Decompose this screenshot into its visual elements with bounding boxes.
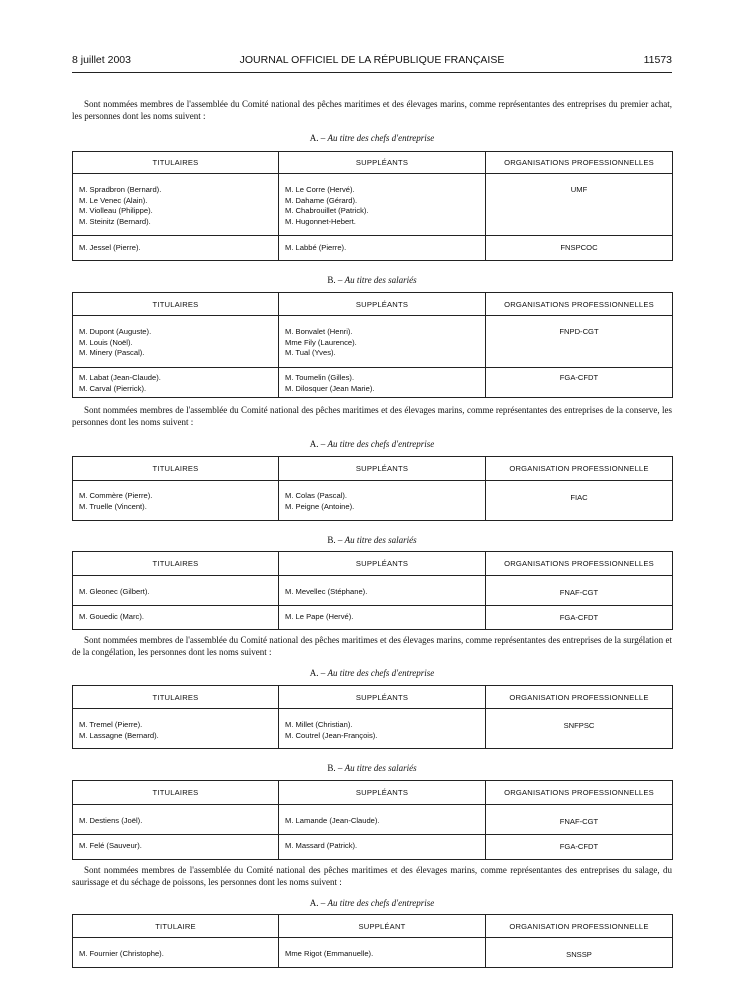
subtitle-prefix: B. –: [327, 763, 343, 773]
header-titulaire: TITULAIRE: [73, 915, 279, 938]
subtitle-prefix: A. –: [309, 668, 326, 678]
header-titulaires: TITULAIRES: [73, 293, 279, 316]
header-organisations: ORGANISATIONS PROFESSIONNELLES: [486, 552, 673, 576]
members-table: [72, 914, 673, 968]
titulaire-name: M. Louis (Noël).: [79, 337, 133, 347]
section-intro: [72, 404, 672, 428]
subtitle-prefix: A. –: [309, 898, 326, 908]
table-subtitle: [72, 534, 672, 546]
header-organisations: ORGANISATIONS PROFESSIONNELLES: [486, 293, 673, 316]
header-page-number: 11573: [643, 54, 672, 66]
header-titulaires: TITULAIRES: [73, 686, 279, 709]
suppleant-name: M. Coutrel (Jean-François).: [285, 730, 378, 740]
titulaire-name: M. Fournier (Christophe).: [79, 949, 164, 958]
header-suppleants: SUPPLÉANTS: [279, 152, 486, 174]
table-subtitle: [72, 132, 672, 144]
titulaire-name: M. Destiens (Joël).: [79, 816, 143, 825]
table-row: [73, 805, 673, 835]
table-subtitle: [72, 762, 672, 774]
suppleant-name: M. Bonvalet (Henri).: [285, 327, 353, 336]
suppleant-name: M. Colas (Pascal).: [285, 491, 348, 500]
suppleant-name: Mme Rigot (Emmanuelle).: [285, 949, 374, 958]
table-subtitle: [72, 274, 672, 286]
header-suppleants: SUPPLÉANTS: [279, 781, 486, 805]
intro-text: Sont nommées membres de l'assemblée du Comité national des pêches maritimes et des élevages marins, comme représentantes des entreprises du salage, du saurissage et du séchage de poissons, les personnes dont les noms suivent :: [72, 865, 672, 887]
table-subtitle: [72, 438, 672, 450]
titulaire-name: M. Steinitz (Bernard).: [79, 216, 151, 226]
header-suppleants: SUPPLÉANTS: [279, 293, 486, 316]
header-titulaires: TITULAIRES: [73, 457, 279, 481]
titulaire-name: M. Spradbron (Bernard).: [79, 185, 162, 194]
header-titulaires: TITULAIRES: [73, 781, 279, 805]
organisation-name: UMF: [570, 185, 588, 194]
subtitle-text: Au titre des salariés: [344, 763, 417, 773]
titulaire-name: M. Violleau (Philippe).: [79, 206, 153, 215]
titulaire-name: M. Gouedic (Marc).: [79, 612, 144, 621]
suppleant-name: M. Toumelin (Gilles).: [285, 373, 355, 382]
suppleant-name: M. Dahame (Gérard).: [285, 195, 358, 205]
suppleant-name: M. Labbé (Pierre).: [285, 243, 347, 252]
table-row: [73, 316, 673, 368]
table-row: [73, 481, 673, 521]
organisation-name: SNSSP: [566, 950, 592, 959]
titulaire-name: M. Carval (Pierrick).: [79, 383, 147, 393]
table-row: [73, 835, 673, 860]
titulaire-name: M. Jessel (Pierre).: [79, 243, 141, 252]
suppleant-name: M. Tual (Yves).: [285, 348, 336, 357]
header-organisation: ORGANISATION PROFESSIONNELLE: [486, 457, 673, 481]
titulaire-name: M. Minery (Pascal).: [79, 348, 145, 357]
organisation-name: FNAF-CGT: [559, 588, 599, 597]
subtitle-text: Au titre des chefs d'entreprise: [327, 133, 435, 143]
titulaire-name: M. Truelle (Vincent).: [79, 501, 147, 511]
suppleant-name: M. Massard (Patrick).: [285, 841, 358, 850]
organisation-name: FGA-CFDT: [559, 613, 599, 622]
organisation-name: FIAC: [570, 493, 588, 502]
intro-text: Sont nommées membres de l'assemblée du Comité national des pêches maritimes et des élevages marins, comme représentantes des entreprises de la surgélation et de la congélation, les personnes dont les noms suivent :: [72, 635, 672, 657]
header-suppleants: SUPPLÉANTS: [279, 552, 486, 576]
header-suppleant: SUPPLÉANT: [279, 915, 486, 938]
header-organisation: ORGANISATION PROFESSIONNELLE: [486, 915, 673, 938]
table-row: [73, 236, 673, 261]
subtitle-prefix: B. –: [327, 535, 343, 545]
suppleant-name: M. Le Pape (Hervé).: [285, 612, 354, 621]
suppleant-name: Mme Fily (Laurence).: [285, 337, 357, 347]
subtitle-prefix: B. –: [327, 275, 343, 285]
organisation-name: FGA-CFDT: [559, 842, 599, 851]
suppleant-name: M. Dilosquer (Jean Marie).: [285, 383, 375, 393]
titulaire-name: M. Gleonec (Gilbert).: [79, 587, 150, 596]
section-intro: [72, 98, 672, 122]
titulaire-name: M. Lassagne (Bernard).: [79, 730, 159, 740]
members-table: [72, 780, 673, 860]
header-titulaires: TITULAIRES: [73, 152, 279, 174]
table-row: [73, 606, 673, 630]
page-header: [72, 54, 672, 68]
titulaire-name: M. Dupont (Auguste).: [79, 327, 152, 336]
suppleant-name: M. Chabrouillet (Patrick).: [285, 206, 369, 215]
organisation-name: SNFPSC: [563, 721, 595, 730]
titulaire-name: M. Le Venec (Alain).: [79, 195, 148, 205]
organisation-name: FNPD-CGT: [559, 327, 599, 336]
table-row: [73, 938, 673, 968]
header-suppleants: SUPPLÉANTS: [279, 457, 486, 481]
subtitle-text: Au titre des salariés: [344, 275, 417, 285]
table-subtitle: [72, 897, 672, 909]
titulaire-name: M. Commère (Pierre).: [79, 491, 153, 500]
subtitle-prefix: A. –: [309, 439, 326, 449]
table-row: [73, 709, 673, 749]
header-date: 8 juillet 2003: [72, 54, 131, 66]
members-table: [72, 151, 673, 261]
header-rule: [72, 72, 672, 73]
subtitle-text: Au titre des chefs d'entreprise: [327, 439, 435, 449]
subtitle-text: Au titre des salariés: [344, 535, 417, 545]
header-suppleants: SUPPLÉANTS: [279, 686, 486, 709]
suppleant-name: M. Lamande (Jean-Claude).: [285, 816, 380, 825]
members-table: [72, 456, 673, 521]
titulaire-name: M. Labat (Jean-Claude).: [79, 373, 161, 382]
suppleant-name: M. Mevellec (Stéphane).: [285, 587, 368, 596]
titulaire-name: M. Felé (Sauveur).: [79, 841, 142, 850]
titulaire-name: M. Tremel (Pierre).: [79, 720, 143, 729]
members-table: [72, 685, 673, 749]
suppleant-name: M. Le Corre (Hervé).: [285, 185, 355, 194]
suppleant-name: M. Hugonnet-Hebert.: [285, 216, 356, 226]
members-table: [72, 551, 673, 630]
header-organisation: ORGANISATION PROFESSIONNELLE: [486, 686, 673, 709]
intro-text: Sont nommées membres de l'assemblée du Comité national des pêches maritimes et des élevages marins, comme représentantes des entreprises de la conserve, les personnes dont les noms suivent :: [72, 405, 672, 427]
subtitle-prefix: A. –: [309, 133, 326, 143]
section-intro: [72, 634, 672, 658]
subtitle-text: Au titre des chefs d'entreprise: [327, 668, 435, 678]
intro-text: Sont nommées membres de l'assemblée du Comité national des pêches maritimes et des élevages marins, comme représentantes des entreprises du premier achat, les personnes dont les noms suivent :: [72, 99, 672, 121]
organisation-name: FNSPCOC: [560, 243, 598, 252]
table-row: [73, 368, 673, 398]
subtitle-text: Au titre des chefs d'entreprise: [327, 898, 435, 908]
header-organisations: ORGANISATIONS PROFESSIONNELLES: [486, 152, 673, 174]
organisation-name: FNAF-CGT: [559, 817, 599, 826]
organisation-name: FGA-CFDT: [559, 373, 599, 382]
suppleant-name: M. Millet (Christian).: [285, 720, 353, 729]
section-intro: [72, 864, 672, 888]
header-title: JOURNAL OFFICIEL DE LA RÉPUBLIQUE FRANÇAISE: [239, 54, 505, 66]
table-row: [73, 576, 673, 606]
members-table: [72, 292, 673, 398]
table-row: [73, 174, 673, 236]
table-subtitle: [72, 667, 672, 679]
header-organisations: ORGANISATIONS PROFESSIONNELLES: [486, 781, 673, 805]
header-titulaires: TITULAIRES: [73, 552, 279, 576]
suppleant-name: M. Peigne (Antoine).: [285, 501, 355, 511]
